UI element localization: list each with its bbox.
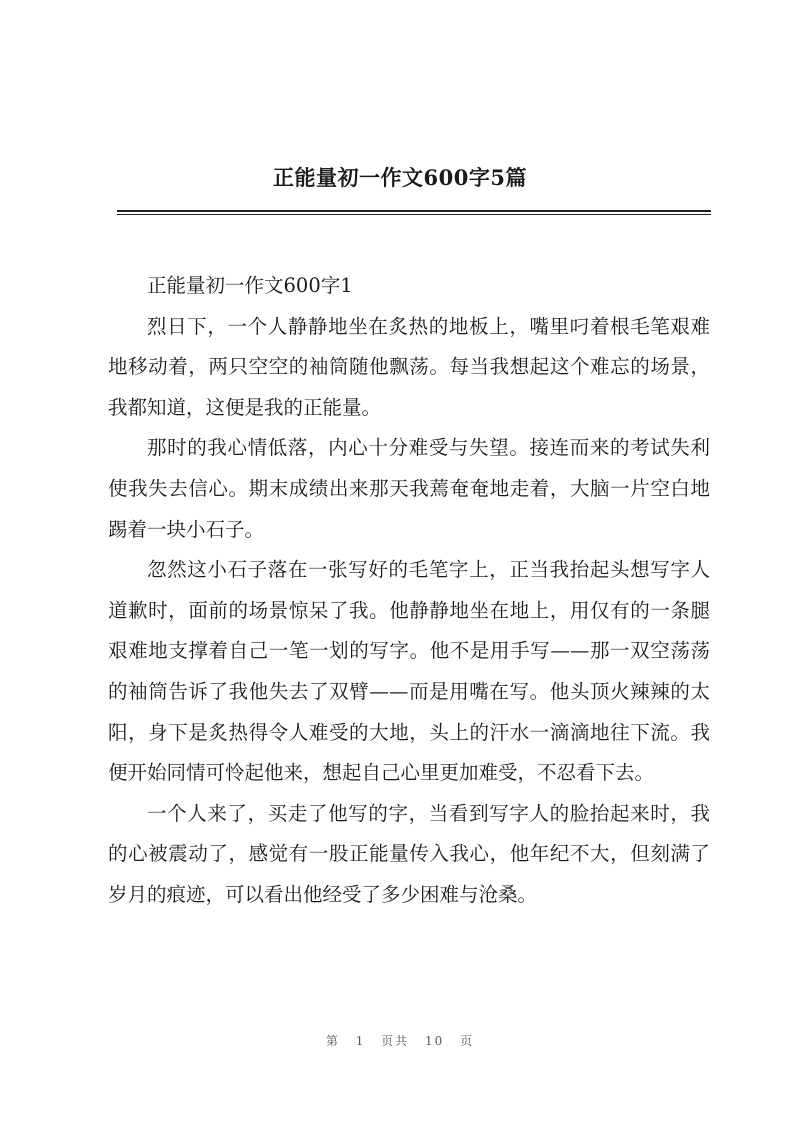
paragraph: 那时的我心情低落，内心十分难受与失望。接连而来的考试失利使我失去信心。期末成绩出来那天我蔫奄奄地走着，大脑一片空白地踢着一块小石子。 [108, 436, 710, 541]
page-number: 第 1 页共 10 页 [325, 1034, 475, 1048]
document-title: 正能量初一作文600字5篇 [273, 165, 527, 190]
section-heading: 正能量初一作文600字1 [147, 274, 353, 297]
title-underline-thin [117, 214, 711, 215]
paragraph: 忽然这小石子落在一张写好的毛笔字上，正当我抬起头想写字人道歉时，面前的场景惊呆了我。他静静地坐在地上，用仅有的一条腿艰难地支撑着自己一笔一划的写字。他不是用手写——那一双空荡荡的袖筒告诉了我他失去了双臂——而是用嘴在写。他头顶火辣辣的太阳，身下是炙热得令人难受的大地，头上的汗水一滴滴地往下流。我便开始同情可怜起他来，想起自己心里更加难受，不忍看下去。 [108, 558, 710, 785]
paragraph: 一个人来了，买走了他写的字，当看到写字人的脸抬起来时，我的心被震动了，感觉有一股正能量传入我心，他年纪不大，但刻满了岁月的痕迹，可以看出他经受了多少困难与沧桑。 [108, 801, 710, 906]
paragraph: 烈日下，一个人静静地坐在炙热的地板上，嘴里叼着根毛笔艰难地移动着，两只空空的袖筒随他飘荡。每当我想起这个难忘的场景，我都知道，这便是我的正能量。 [108, 314, 710, 419]
document-body [108, 266, 710, 916]
title-underline [117, 210, 711, 212]
